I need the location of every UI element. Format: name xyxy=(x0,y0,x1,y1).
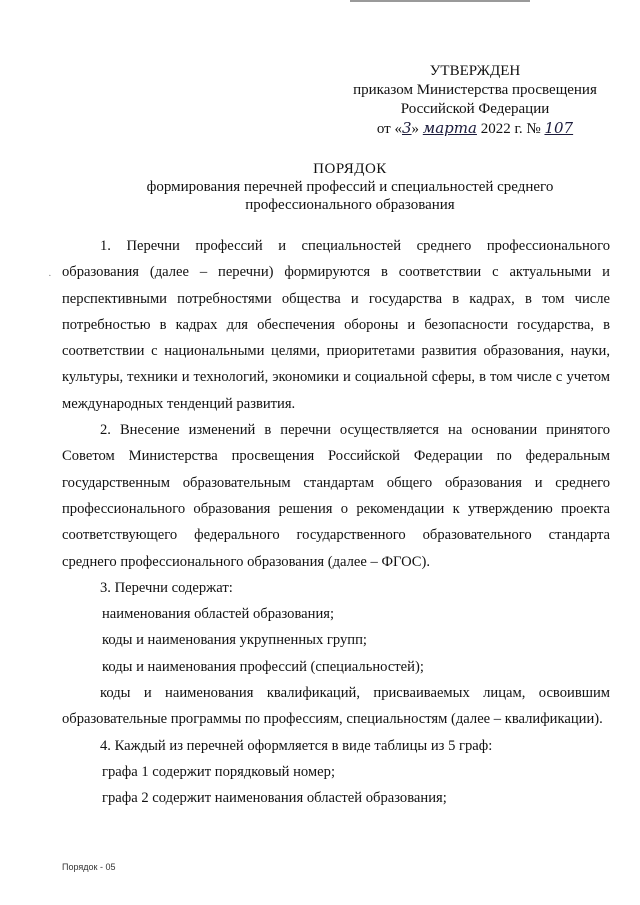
handwritten-day: 3 xyxy=(401,119,412,137)
date-prefix: от « xyxy=(376,121,402,137)
approval-heading: УТВЕРЖДЕН xyxy=(429,63,521,79)
title-main: ПОРЯДОК xyxy=(313,161,387,177)
approval-date-line xyxy=(330,119,620,139)
approval-ministry-line: Российской Федерации xyxy=(400,101,550,117)
paragraph-4: 4. Каждый из перечней оформляется в виде таблицы из 5 граф: xyxy=(100,737,493,754)
margin-dot: · xyxy=(48,270,52,282)
list-item: коды и наименования укрупненных групп; xyxy=(102,632,367,649)
document-title xyxy=(60,160,640,214)
list-item: графа 2 содержит наименования областей образования; xyxy=(102,790,447,807)
page-footer: Порядок - 05 xyxy=(62,862,116,872)
date-quote: » xyxy=(411,121,420,137)
title-sub-line2: профессионального образования xyxy=(245,197,455,213)
list-item: коды и наименования квалификаций, присваиваемых лицам, освоившим образовательные программы по профессиям, специальностям (далее – квалификации). xyxy=(62,685,610,728)
list-item: коды и наименования профессий (специальностей); xyxy=(102,658,424,675)
paragraph-1: 1. Перечни профессий и специальностей среднего профессионального образования (далее – перечни) формируются в соответствии с актуальными и перспективными потребностями общества и государства в кадрах, в том числе потребностью в кадрах для обеспечения обороны и безопасности государства, в соответствии с национальными целями, приоритетами развития образования, науки, культуры, техники и технологий, экономики и социальной сферы, в том числе с учетом международных тенденций развития. xyxy=(62,238,610,412)
handwritten-month: марта xyxy=(422,119,477,137)
document-body xyxy=(62,233,610,812)
handwritten-number: 107 xyxy=(544,119,574,137)
paragraph-2: 2. Внесение изменений в перечни осуществляется на основании принятого Советом Министерства просвещения Российской Федерации по федеральным государственным образовательным стандартам общего образования и среднего профессионального образования решения о рекомендации к утверждению проекта соответствующего федерального государственного образовательного стандарта среднего профессионального образования (далее – ФГОС). xyxy=(62,422,610,570)
title-sub-line1: формирования перечней профессий и специальностей среднего xyxy=(146,179,554,195)
approval-order-line: приказом Министерства просвещения xyxy=(353,82,597,98)
approval-block xyxy=(330,62,620,139)
date-year: 2022 г. № xyxy=(480,121,541,137)
paragraph-3: 3. Перечни содержат: xyxy=(100,579,233,596)
list-item: наименования областей образования; xyxy=(102,606,335,623)
list-item: графа 1 содержит порядковый номер; xyxy=(102,763,335,780)
scan-artifact xyxy=(350,0,530,2)
